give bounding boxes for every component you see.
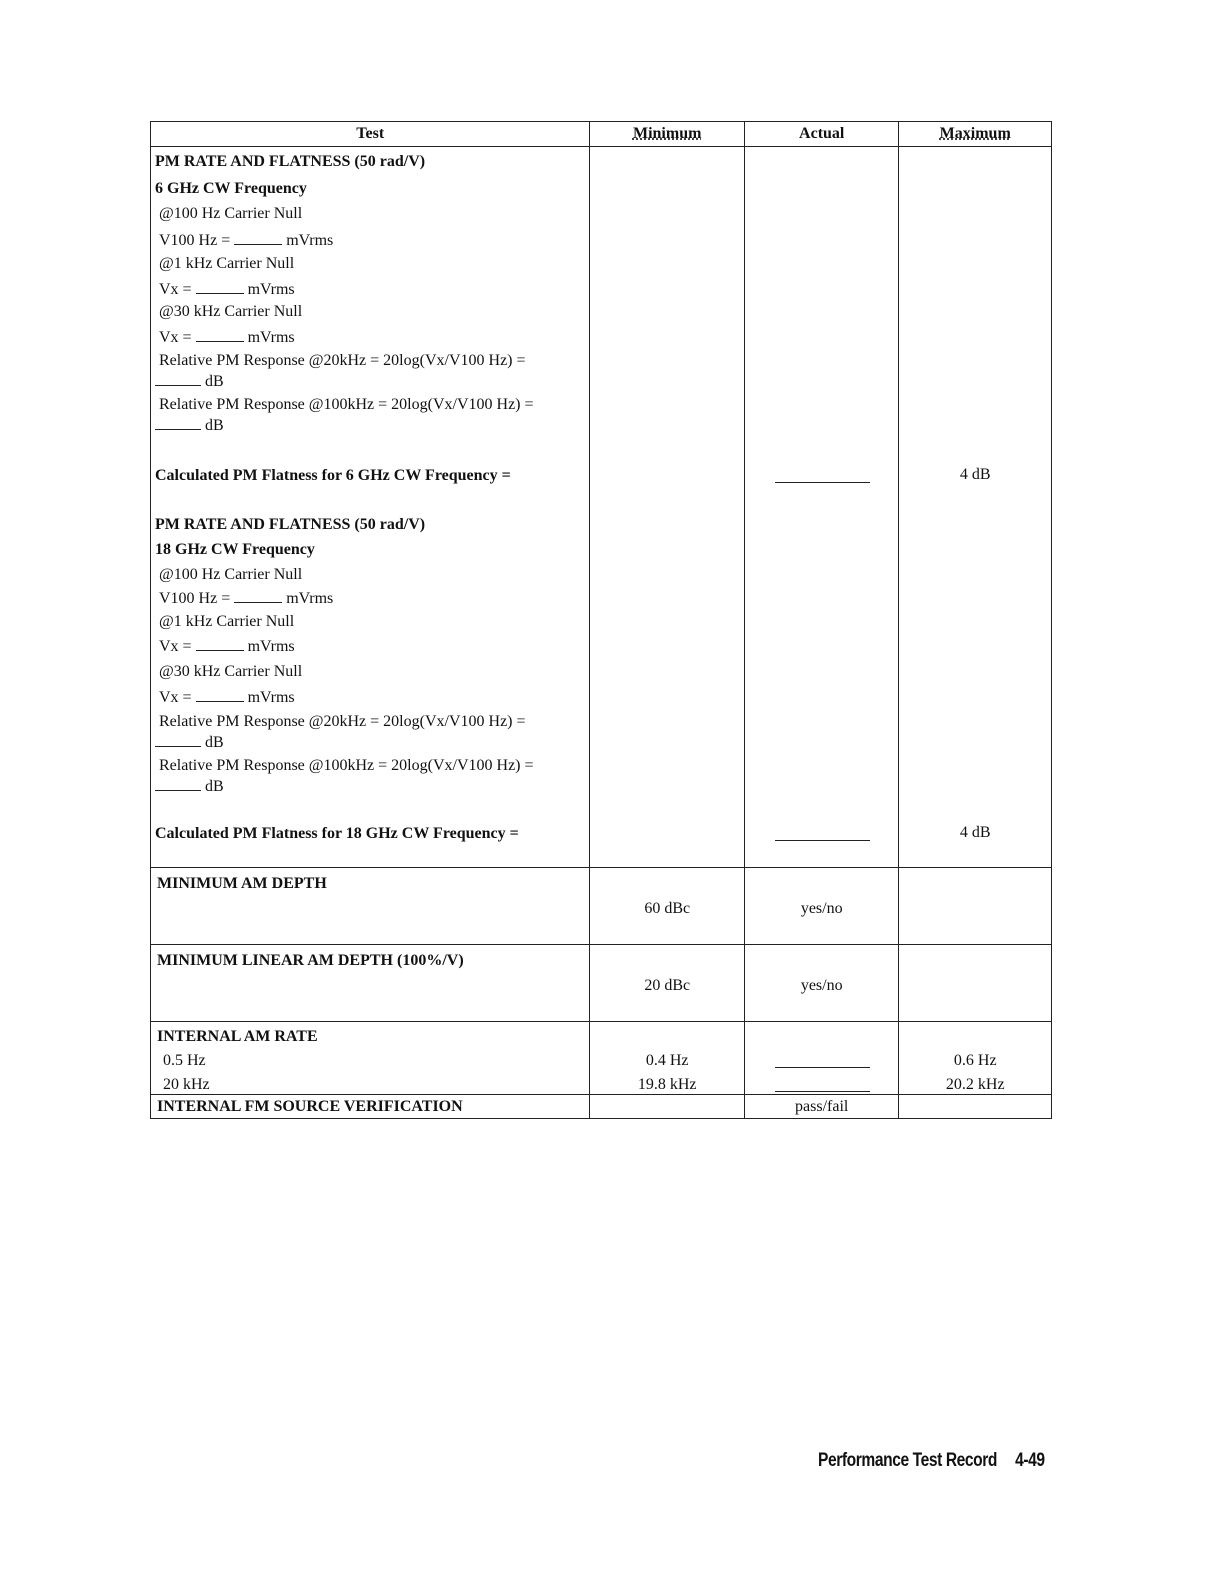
pm-18ghz-vx2-blank[interactable] — [196, 687, 244, 702]
page-footer — [818, 1450, 1045, 1472]
pm-18ghz-rel100: Relative PM Response @100kHz = 20log(Vx/V100 Hz) = — [159, 757, 534, 774]
pm-minimum-cell — [590, 147, 745, 868]
internal-fm-source-row — [151, 1095, 1052, 1119]
pm-18ghz-title: PM RATE AND FLATNESS (50 rad/V) — [155, 516, 426, 533]
pm-6ghz-line-1khz-null: @1 kHz Carrier Null — [159, 255, 295, 272]
pm-18ghz-rel20-blank[interactable] — [155, 732, 201, 747]
min-am-depth-title: MINIMUM AM DEPTH — [157, 875, 327, 892]
pm-6ghz-title: PM RATE AND FLATNESS (50 rad/V) — [155, 153, 426, 170]
pm-6ghz-vx2-line: Vx = mVrms — [159, 329, 295, 346]
pm-18ghz-v100-blank[interactable] — [234, 588, 282, 603]
pm-18ghz-calc: Calculated PM Flatness for 18 GHz CW Frequency = — [155, 825, 519, 842]
internal-am-rate-row2-max: 20.2 kHz — [945, 1076, 1005, 1093]
pm-18ghz-actual-blank[interactable] — [775, 839, 870, 841]
internal-am-rate-row2-actual-blank[interactable] — [775, 1090, 870, 1092]
header-test: Test — [151, 122, 590, 147]
pm-18ghz-line-1khz-null: @1 kHz Carrier Null — [159, 613, 295, 630]
pm-6ghz-rel20-blank[interactable] — [155, 371, 201, 386]
internal-am-rate-row1-actual-blank[interactable] — [775, 1066, 870, 1068]
pm-6ghz-rel100-db: dB — [155, 415, 224, 436]
page-number: 4-49 — [1015, 1450, 1045, 1471]
pm-18ghz-subtitle: 18 GHz CW Frequency — [155, 541, 315, 558]
min-linear-am-depth-row — [151, 945, 1052, 1022]
pm-6ghz-rel20-db: dB — [155, 371, 224, 392]
pm-18ghz-line-30khz-null: @30 kHz Carrier Null — [159, 663, 303, 680]
pm-6ghz-line-100hz-null: @100 Hz Carrier Null — [159, 205, 303, 222]
internal-am-rate-row1-label: 0.5 Hz — [163, 1052, 206, 1069]
pm-6ghz-actual-blank[interactable] — [775, 481, 870, 483]
pm-6ghz-line-30khz-null: @30 kHz Carrier Null — [159, 303, 303, 320]
performance-test-record-table — [150, 121, 1052, 1119]
min-am-depth-actual[interactable]: yes/no — [800, 900, 843, 917]
pm-rate-flatness-row — [151, 147, 1052, 868]
min-linear-am-depth-min: 20 dBc — [644, 977, 691, 994]
internal-am-rate-row2-min: 19.8 kHz — [637, 1076, 697, 1093]
pm-18ghz-rel20-db: dB — [155, 732, 224, 753]
internal-fm-source-title: INTERNAL FM SOURCE VERIFICATION — [157, 1098, 463, 1115]
pm-18ghz-rel100-db: dB — [155, 776, 224, 797]
pm-18ghz-line-100hz-null: @100 Hz Carrier Null — [159, 566, 303, 583]
min-linear-am-depth-title: MINIMUM LINEAR AM DEPTH (100%/V) — [157, 952, 464, 969]
pm-maximum-cell — [899, 147, 1052, 868]
footer-title: Performance Test Record — [818, 1450, 998, 1471]
pm-18ghz-rel20: Relative PM Response @20kHz = 20log(Vx/V100 Hz) = — [159, 713, 526, 730]
pm-18ghz-vx1-line: Vx = mVrms — [159, 638, 295, 655]
min-linear-am-depth-actual[interactable]: yes/no — [800, 977, 843, 994]
pm-6ghz-rel100-blank[interactable] — [155, 415, 201, 430]
internal-fm-source-actual[interactable]: pass/fail — [795, 1098, 849, 1115]
internal-am-rate-row1-max: 0.6 Hz — [953, 1052, 997, 1069]
header-minimum: Minimum — [590, 122, 745, 147]
pm-6ghz-vx1-line: Vx = mVrms — [159, 281, 295, 298]
pm-6ghz-rel20: Relative PM Response @20kHz = 20log(Vx/V100 Hz) = — [159, 352, 526, 369]
pm-18ghz-max: 4 dB — [959, 824, 991, 841]
internal-am-rate-title: INTERNAL AM RATE — [157, 1028, 318, 1045]
pm-18ghz-v100-line: V100 Hz = mVrms — [159, 590, 334, 607]
pm-6ghz-v100-line: V100 Hz = mVrms — [159, 232, 334, 249]
pm-6ghz-max: 4 dB — [959, 466, 991, 483]
pm-18ghz-vx1-blank[interactable] — [196, 636, 244, 651]
internal-am-rate-row — [151, 1022, 1052, 1095]
pm-test-cell — [151, 147, 590, 868]
pm-6ghz-vx1-blank[interactable] — [196, 279, 244, 294]
min-am-depth-min: 60 dBc — [644, 900, 691, 917]
pm-6ghz-v100-blank[interactable] — [234, 230, 282, 245]
pm-6ghz-rel100: Relative PM Response @100kHz = 20log(Vx/V100 Hz) = — [159, 396, 534, 413]
pm-6ghz-vx2-blank[interactable] — [196, 327, 244, 342]
min-am-depth-row — [151, 868, 1052, 945]
header-maximum: Maximum — [899, 122, 1052, 147]
pm-18ghz-vx2-line: Vx = mVrms — [159, 689, 295, 706]
header-actual: Actual — [744, 122, 899, 147]
internal-am-rate-row1-min: 0.4 Hz — [645, 1052, 689, 1069]
table-header-row — [151, 122, 1052, 147]
pm-actual-cell — [744, 147, 899, 868]
pm-6ghz-calc: Calculated PM Flatness for 6 GHz CW Frequency = — [155, 467, 511, 484]
internal-am-rate-row2-label: 20 kHz — [163, 1076, 210, 1093]
pm-6ghz-subtitle: 6 GHz CW Frequency — [155, 180, 307, 197]
pm-18ghz-rel100-blank[interactable] — [155, 776, 201, 791]
